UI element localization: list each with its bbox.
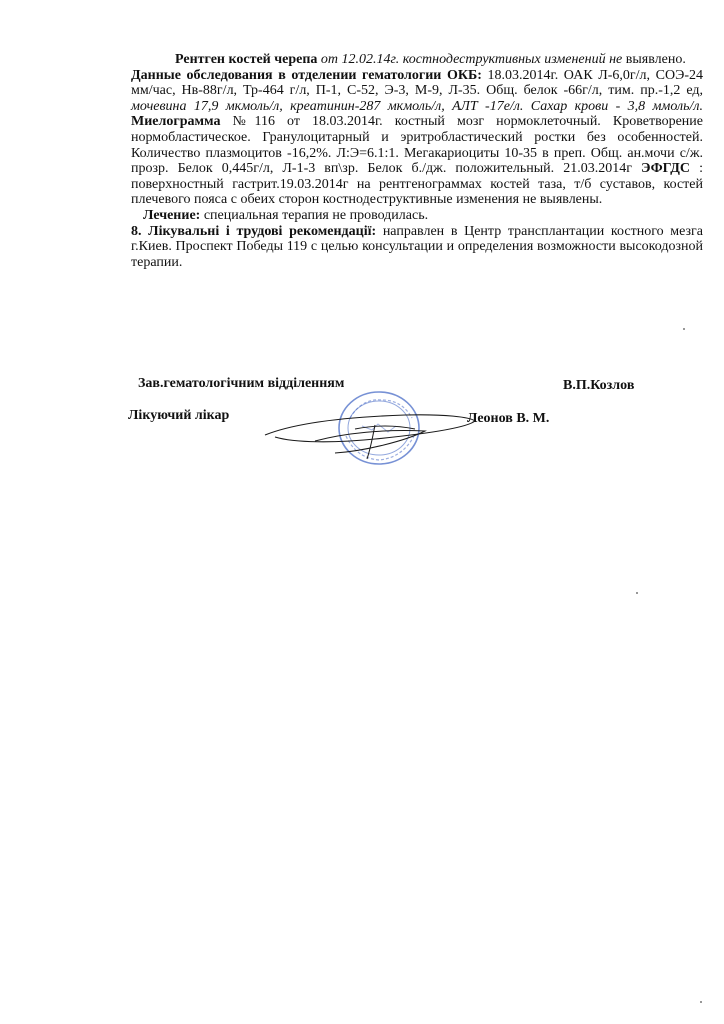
handwritten-signature	[255, 395, 485, 475]
paragraph-treatment	[131, 208, 703, 224]
heading-skull-xray: Рентген костей черепа	[175, 52, 318, 67]
scan-speck	[683, 328, 685, 330]
text: специальная терапия не проводилась.	[200, 207, 429, 223]
paragraph-recommendations	[131, 224, 703, 271]
text: : поверхностный гастрит.19.03.2014г на рентгенограммах костей таза, т/б суставов, костей плечевого пояса с обеих сторон костнодеструктивные изменения не выявлены.	[131, 161, 703, 208]
text: 18.03.2014г. ОАК Л-6,0г/л, СОЭ-24 мм/час, Нв-88г/л, Тр-464 г/л, П-1, С-52, Э-3, М-9, Л-35. Общ. белок -66г/л, тим. пр.-1,2 ед,	[131, 67, 703, 99]
heading-efgds: ЭФГДС	[641, 161, 691, 177]
attending-doctor-name: Леонов В. М.	[467, 411, 550, 426]
paragraph-examination-data	[131, 68, 703, 208]
text: №116 от 18.03.2014г. костный мозг нормоклеточный. Кроветворение нормобластическое. Гранулоцитарный и эритробластический ростки без особенностей. Количество плазмоцитов -16,2%. Л:Э=6.1:1. Мегакариоциты 10-35 в преп. Общ. ан.мочи с/ж. прозр. Белок 0,445г/л, Л-1-3 вп\зр. Белок б./дж. положительный. 21.03.2014г	[131, 114, 703, 177]
scan-speck	[700, 1001, 702, 1003]
paragraph-skull-xray	[131, 52, 703, 68]
head-of-department-title: Зав.гематологічним відділенням	[138, 376, 345, 391]
heading-recommendations: 8. Лікувальні і трудові рекомендації:	[131, 223, 377, 239]
heading-myelogram: Миелограмма	[131, 114, 221, 130]
document-body	[131, 52, 703, 270]
text: выявлено.	[622, 52, 686, 67]
text-italic: от 12.02.14г. костнодеструктивных изменений не	[320, 52, 623, 67]
scan-speck	[636, 592, 638, 594]
attending-doctor-title: Лікуючий лікар	[128, 408, 230, 423]
head-of-department-name: В.П.Козлов	[563, 378, 635, 393]
text-italic: мочевина 17,9 мкмоль/л, креатинин-287 мкмоль/л, АЛТ -17е/л. Сахар крови - 3,8 ммоль/л.	[131, 98, 703, 114]
heading-treatment: Лечение:	[143, 207, 201, 223]
text: направлен в Центр трансплантации костного мезга г.Киев. Проспект Победы 119 с целью консультации и определения возможности высокодозной терапии.	[131, 223, 703, 270]
heading-examination-data: Данные обследования в отделении гематологии ОКБ:	[131, 67, 482, 83]
